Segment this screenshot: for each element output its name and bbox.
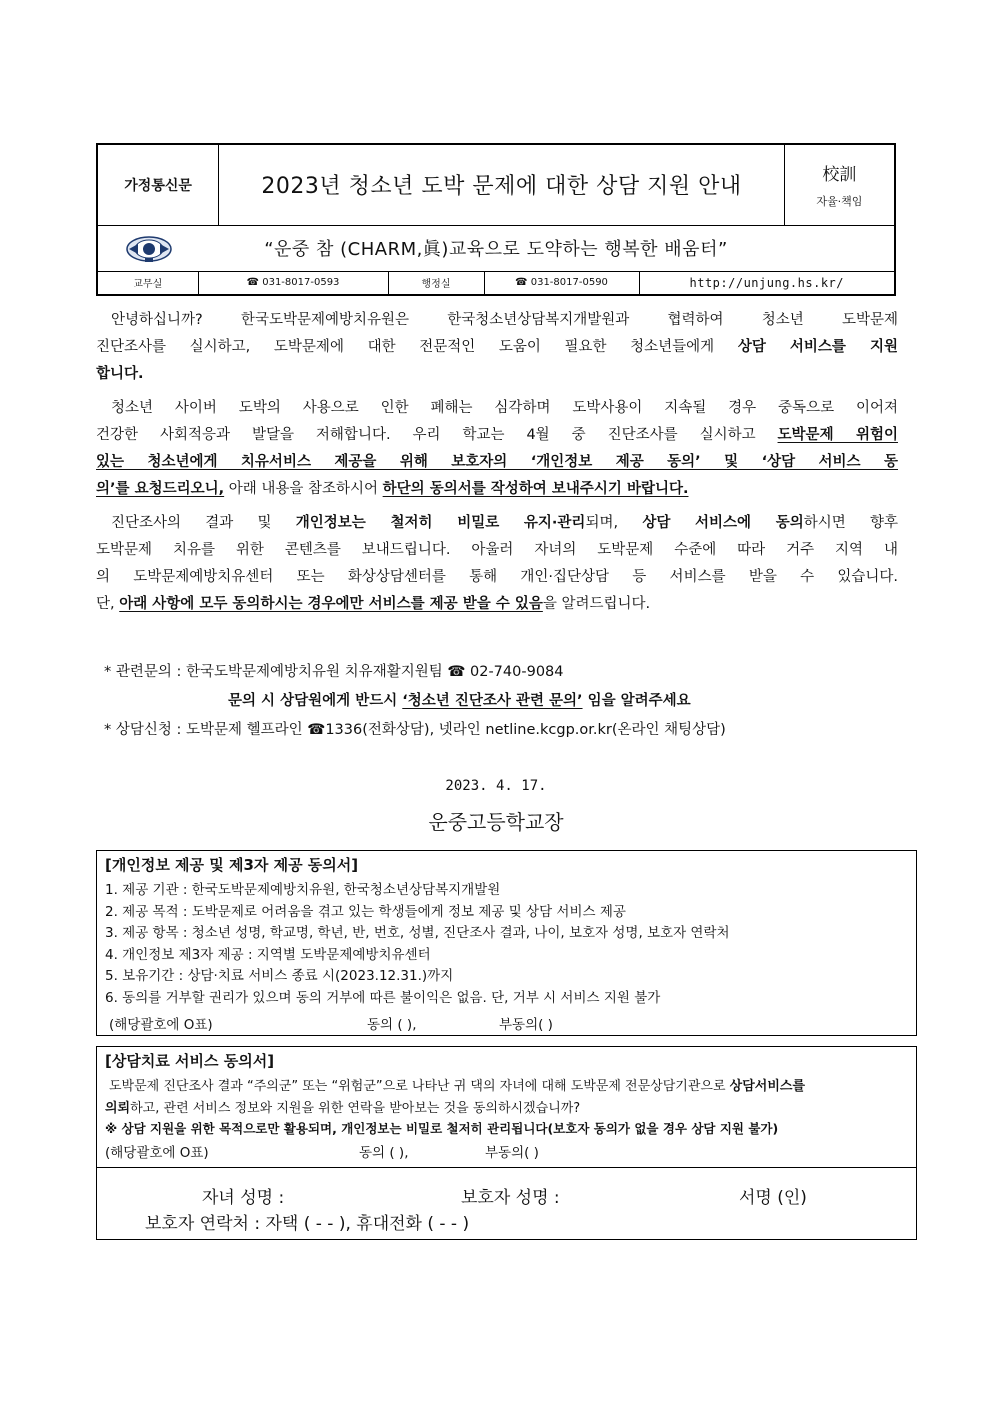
text-line [96,510,898,537]
consent-note: ※ 상담 지원을 위한 목적으로만 활용되며, 개인정보는 비밀로 철저히 관리됩니다(보호자 동의가 없을 경우 상담 지원 불가) [105,1121,779,1136]
text-run: 하시면 향후 [803,515,899,531]
text-line [96,591,898,618]
consent-item: 1. 제공 기관 : 한국도박문제예방치유원, 한국청소년상담복지개발원 [105,882,501,898]
text-run: 단, [96,596,120,612]
text-line [96,334,898,361]
consent-title: [상담치료 서비스 동의서] [105,1052,275,1070]
header-table [96,143,896,296]
text-run: 문의 시 상담원에게 반드시 [228,693,403,709]
text-run: 진단조사의 결과 및 [111,515,296,531]
office-phone-1: ☎ 031-8017-0593 [198,272,388,294]
consent-item: 2. 제공 목적 : 도박문제로 어려움을 겪고 있는 학생들에게 정보 제공 및 상담 서비스 제공 [105,904,626,920]
signature-field[interactable]: 서명 (인) [739,1188,807,1208]
motto-text: 자율·책임 [816,195,863,209]
consent-item: 6. 동의를 거부할 권리가 있으며 동의 거부에 따른 불이익은 없음. 단, 거부 시 서비스 지원 불가 [105,990,661,1006]
counseling-consent-form [96,1046,917,1240]
highlight-text: 상담 서비스에 동의 [642,515,804,531]
text-run: 임을 알려주세요 [582,693,691,709]
highlight-text: 상담 서비스를 지원 [737,339,898,355]
text-run: 하고, 관련 서비스 정보와 지원을 위한 연락을 받아보는 것을 동의하시겠습니까? [130,1101,581,1116]
text-line: 의 도박문제예방치유센터 또는 화상상담센터를 통해 개인·집단상담 등 서비스를 받을 수 있습니다. [96,569,898,585]
text-line: 도박문제 치유를 위한 콘텐츠를 보내드립니다. 아울러 자녀의 도박문제 수준에 따라 거주 지역 내 [96,542,898,558]
slogan-text: “운중 참 (CHARM,眞)교육으로 도약하는 행복한 배움터” [264,239,728,261]
text-run: 을 알려드립니다. [542,596,651,612]
school-logo-icon [126,234,172,264]
text-run: 아래 내용을 참조하시어 [224,481,383,497]
text-line: 청소년 사이버 도박의 사용으로 인한 폐해는 심각하며 도박사용이 지속될 경우 중독으로 이어져 [111,400,898,416]
underlined-text: 도박문제 위험이 [777,427,898,443]
mark-instruction: (해당괄호에 O표) [105,1145,209,1161]
disagree-checkbox[interactable]: 부동의( ) [485,1145,539,1161]
text-line [96,361,898,388]
principal-signature: 운중고등학교장 [428,810,564,834]
page-title: 2023년 청소년 도박 문제에 대한 상담 지원 안내 [219,144,785,225]
school-url-link[interactable]: http://unjung.hs.kr/ [639,272,894,294]
underlined-text: 의’를 요청드리오니, [96,481,225,497]
notice-type-label: 가정통신문 [97,144,219,225]
underlined-text: ‘청소년 진단조사 관련 문의’ [402,693,583,709]
motto-hanja: 校訓 [822,165,857,186]
consent-item: 5. 보유기간 : 상담·치료 서비스 종료 시(2023.12.31.)까지 [105,968,454,984]
office-label-1: 교무실 [98,272,198,294]
paragraph-request [96,395,898,503]
school-motto [784,144,895,225]
text-line: 안녕하십니까? 한국도박문제예방치유원은 한국청소년상담복지개발원과 협력하여 청소년 도박문제 [111,312,898,328]
child-name-field[interactable]: 자녀 성명 : [202,1188,285,1208]
office-phone-2: ☎ 031-8017-0590 [484,272,639,294]
highlight-text: 개인정보는 철저히 비밀로 유지·관리 [295,515,586,531]
agree-checkbox[interactable]: 동의 ( ), [367,1017,417,1033]
text-run: 도박문제 진단조사 결과 “주의군” 또는 “위험군”으로 나타난 귀 댁의 자녀에 대해 도박문제 전문상담기관으로 [109,1079,730,1094]
underlined-text: 하단의 동의서를 작성하여 보내주시기 바랍니다. [382,481,689,497]
underlined-text: 있는 청소년에게 치유서비스 제공을 위해 보호자의 ‘개인정보 제공 동의’ 및 ‘상담 서비스 동 [96,454,898,470]
privacy-consent-form [96,850,917,1036]
document-date: 2023. 4. 17. [445,778,547,794]
consent-title: [개인정보 제공 및 제3자 제공 동의서] [105,856,359,874]
guardian-name-field[interactable]: 보호자 성명 : [461,1188,560,1208]
text-run: 진단조사를 실시하고, 도박문제에 대한 전문적인 도움이 필요한 청소년들에게 [96,339,738,355]
agree-checkbox[interactable]: 동의 ( ), [359,1145,409,1161]
text-line [96,449,898,476]
highlight-text: 의뢰 [105,1101,131,1116]
text-run: 되며, [585,515,643,531]
text-run: 건강한 사회적응과 발달을 저해합니다. 우리 학교는 4월 중 진단조사를 실시하고 [96,427,778,443]
inquiry-application: * 상담신청 : 도박문제 헬프라인 ☎1336(전화상담), 넷라인 netline.kcgp.or.kr(온라인 채팅상담) [104,722,726,738]
highlight-text: 상담서비스를 [729,1079,806,1094]
consent-item: 4. 개인정보 제3자 제공 : 지역별 도박문제예방치유센터 [105,947,431,963]
school-slogan [97,225,895,271]
disagree-checkbox[interactable]: 부동의( ) [499,1017,553,1033]
divider [97,1167,916,1168]
text-line [96,422,898,449]
consent-item: 3. 제공 항목 : 청소년 성명, 학교명, 학년, 반, 번호, 성별, 진단조사 결과, 나이, 보호자 성명, 보호자 연락처 [105,925,730,941]
paragraph-privacy [96,510,898,618]
contact-row [98,272,894,294]
inquiry-notice [228,689,691,710]
consent-text [105,1097,580,1116]
text-line [96,476,898,503]
underlined-text: 아래 사항에 모두 동의하시는 경우에만 서비스를 제공 받을 수 있음 [119,596,543,612]
guardian-contact-field[interactable]: 보호자 연락처 : 자택 ( - - ), 휴대전화 ( - - ) [145,1214,470,1234]
mark-instruction: (해당괄호에 O표) [109,1017,213,1033]
inquiry-contact: * 관련문의 : 한국도박문제예방치유원 치유재활지원팀 ☎ 02-740-9084 [104,664,564,680]
office-label-2: 행정실 [388,272,484,294]
highlight-text: 합니다. [96,366,144,382]
consent-text [109,1075,805,1094]
paragraph-intro [96,307,898,388]
